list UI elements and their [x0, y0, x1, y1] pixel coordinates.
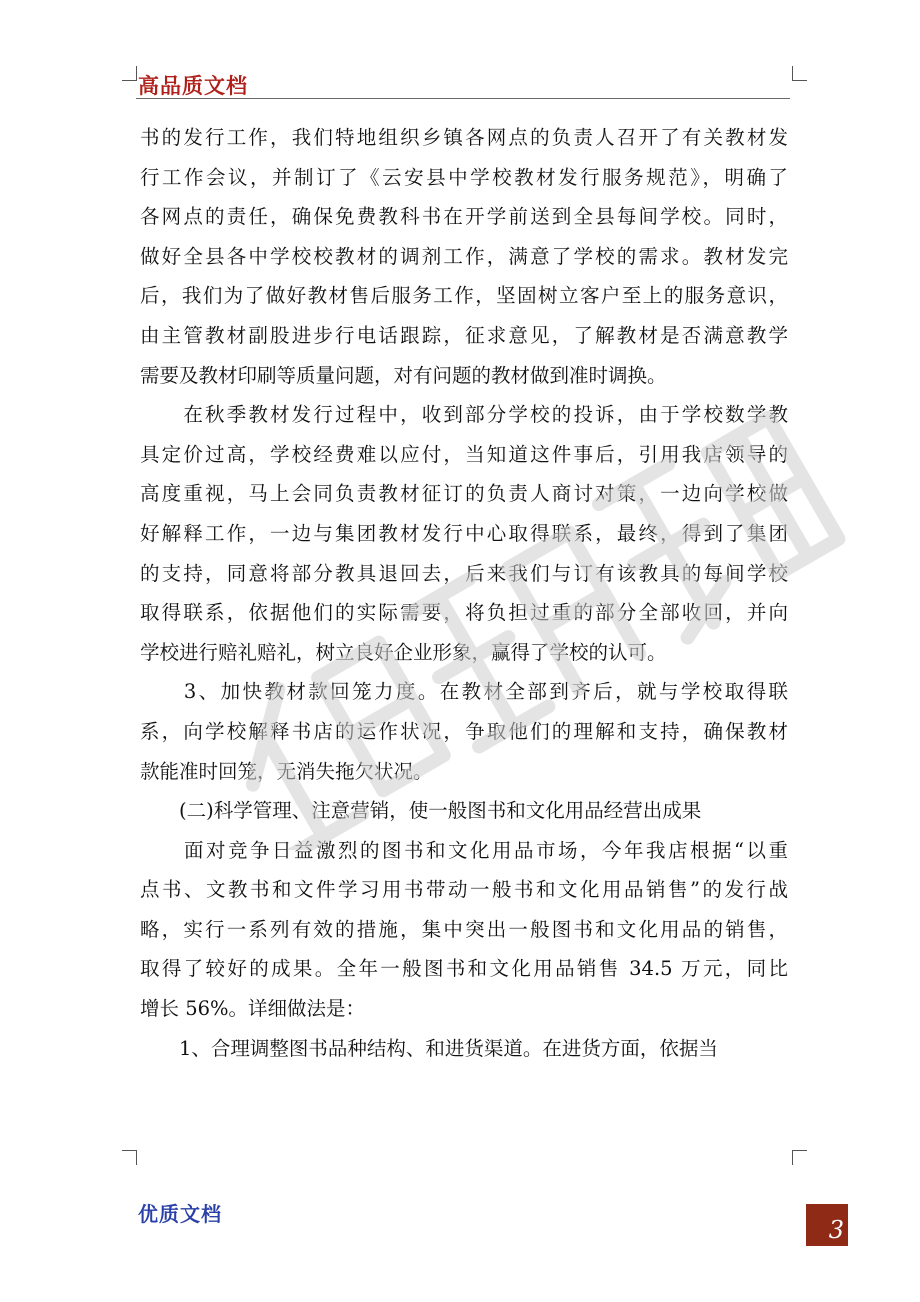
paragraph	[140, 831, 788, 1029]
text-line: 略，实行一系列有效的措施，集中突出一般图书和文化用品的销售，	[140, 917, 788, 941]
footer-title: 优质文档	[138, 1202, 222, 1226]
page-number-badge	[806, 1204, 848, 1246]
text-line: 3、加快教材款回笼力度。在教材全部到齐后，就与学校取得联	[140, 680, 788, 704]
text-line: 行工作会议，并制订了《云安县中学校教材发行服务规范》，明确了	[140, 165, 788, 189]
paragraph	[140, 791, 788, 831]
header-title: 高品质文档	[138, 74, 248, 98]
text-line: 做好全县各中学校校教材的调剂工作，满意了学校的需求。教材发完	[140, 244, 788, 268]
text-line: 点书、文教书和文件学习用书带动一般书和文化用品销售”的发行战	[140, 878, 788, 902]
text-line: 面对竞争日益激烈的图书和文化用品市场，今年我店根据“以重	[140, 838, 788, 862]
crop-mark-bottom-left	[122, 1150, 137, 1165]
paragraph	[140, 118, 788, 395]
document-body	[140, 118, 788, 1068]
text-line: 需要及教材印刷等质量问题，对有问题的教材做到准时调换。	[140, 363, 667, 387]
page-number: 3	[828, 1216, 844, 1244]
text-line: 取得联系，依据他们的实际需要，将负担过重的部分全部收回，并向	[140, 601, 788, 625]
crop-mark-top-right	[792, 66, 807, 81]
crop-mark-bottom-right	[792, 1150, 807, 1165]
text-line: 取得了较好的成果。全年一般图书和文化用品销售 34.5 万元，同比	[140, 957, 788, 981]
page-header	[136, 66, 790, 99]
crop-mark-top-left	[122, 66, 137, 81]
text-line: 好解释工作，一边与集团教材发行中心取得联系，最终，得到了集团	[140, 521, 788, 545]
text-line: 的支持，同意将部分教具退回去，后来我们与订有该教具的每间学校	[140, 561, 788, 585]
text-line: 系，向学校解释书店的运作状况，争取他们的理解和支持，确保教材	[140, 719, 788, 743]
text-line: 款能准时回笼，无消失拖欠状况。	[140, 759, 433, 783]
text-line: 后，我们为了做好教材售后服务工作，坚固树立客户至上的服务意识，	[140, 284, 788, 308]
text-line: 增长 56%。详细做法是：	[140, 997, 366, 1021]
text-line: (二)科学管理、注意营销，使一般图书和文化用品经营出成果	[140, 799, 702, 823]
text-line: 各网点的责任，确保免费教科书在开学前送到全县每间学校。同时，	[140, 205, 788, 229]
text-line: 在秋季教材发行过程中，收到部分学校的投诉，由于学校数学教	[140, 403, 788, 427]
text-line: 高度重视，马上会同负责教材征订的负责人商讨对策，一边向学校做	[140, 482, 788, 506]
paragraph	[140, 1029, 788, 1069]
paragraph	[140, 672, 788, 791]
text-line: 书的发行工作，我们特地组织乡镇各网点的负责人召开了有关教材发	[140, 126, 788, 149]
text-line: 具定价过高，学校经费难以应付，当知道这件事后，引用我店领导的	[140, 442, 788, 466]
text-line: 由主管教材副股进步行电话跟踪，征求意见，了解教材是否满意教学	[140, 323, 788, 347]
text-line: 1、合理调整图书品种结构、和进货渠道。在进货方面，依据当	[140, 1036, 718, 1060]
text-line: 学校进行赔礼赔礼，树立良好企业形象，赢得了学校的认可。	[140, 640, 667, 664]
paragraph	[140, 395, 788, 672]
